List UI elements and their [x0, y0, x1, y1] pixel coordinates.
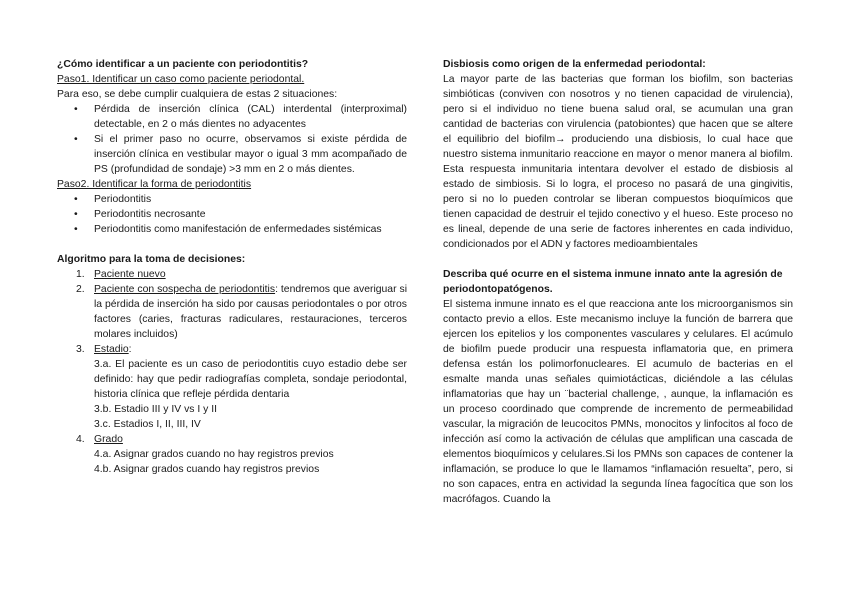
right-column [443, 57, 793, 507]
list-item: • Si el primer paso no ocurre, observamos si existe pérdida de inserción clínica en vestibular mayor o igual 3 mm acompañado de PS (profundidad de sondaje) >3 mm en 2 o más dientes. [94, 132, 407, 177]
item-number: 2. [76, 284, 85, 295]
disbiosis-paragraph: La mayor parte de las bacterias que forman los biofilm, son bacterias simbióticas (conviven con nosotros y no tienen capacidad de virulencia), pero si el individuo no tiene buena salud oral, se acumulan una gran cantidad de bacterias con virulencia (patobiontes) que hacen que se altere el equilibrio del biofilm→ produciendo una disbiosis, lo cual hace que nuestro sistema inmunitario reaccione en mayor o menor manera al biofilm. Esta respuesta inmunitaria intentara devolver el estado de disbiosis al estado de simbiosis. Si lo logra, el proceso no pasará de una gingivitis, pero si no lo pueden controlar se liberan compuestos bioquímicos que tienen capacidad de destruir el tejido conectivo y el hueso. Este proceso no es lineal, depende de una serie de factores inherentes en cada individuo, condicionados por el ADN y factores medioambientales [443, 74, 793, 250]
list-item: • Pérdida de inserción clínica (CAL) interdental (interproximal) detectable, en 2 o más dientes no adyacentes [94, 102, 407, 132]
item-number: 1. [76, 269, 85, 280]
sub-item: 3.c. Estadios I, II, III, IV [94, 419, 201, 430]
list-item: • Periodontitis [94, 192, 407, 207]
sub-item: 3.a. El paciente es un caso de periodontitis cuyo estadio debe ser definido: hay que pedir radiografías completa, sondaje periodontal, historia clínica que refleje pérdida dentaria [94, 359, 407, 400]
list-item [76, 282, 407, 342]
paso1-list [57, 102, 407, 177]
sub-item: 4.a. Asignar grados cuando no hay registros previos [94, 449, 334, 460]
list-item [76, 267, 407, 282]
item-label: Paciente nuevo [94, 269, 166, 280]
paso1-heading: Paso1. Identificar un caso como paciente periodontal. [57, 74, 305, 85]
algoritmo-list [57, 267, 407, 477]
item-label: Estadio [94, 344, 129, 355]
disbiosis-title: Disbiosis como origen de la enfermedad periodontal: [443, 59, 706, 70]
list-item: • Periodontitis como manifestación de enfermedades sistémicas [94, 222, 407, 237]
list-item: • Periodontitis necrosante [94, 207, 407, 222]
innato-title: Describa qué ocurre en el sistema inmune innato ante la agresión de periodontopatógenos. [443, 269, 783, 295]
item-text: : [128, 344, 132, 355]
paso1-intro: Para eso, se debe cumplir cualquiera de estas 2 situaciones: [57, 89, 338, 100]
left-column [57, 57, 407, 477]
list-item [76, 432, 407, 477]
item-label: Paciente con sospecha de periodontitis [94, 284, 276, 295]
innato-paragraph: El sistema inmune innato es el que reacciona ante los microorganismos sin contacto previo a ellos. Este mecanismo incluye la función de barrera que ejercen los epitelios y los componentes vasculares y celulares. El acúmulo de biofilm puede producir una respuesta inflamatoria que, en primera defensa están los polimorfonucleares. El acumulo de bacterias en el esmalte manda unas señales quimiotácticas, diciéndole a las células inflamatorias que hay un ¨bacterial challenge, , aunque, la inflamación es un proceso coordinado que comprende de incremento de permeabilidad vascular, la migración de leucocitos PMNs, monocitos y linfocitos al foco de infección así como la activación de células que amplifican una cascada de elementos bioquímicos y celulares.Si los PMNs son capaces de contener la inflamación, se produce lo que le llamamos “inflamación resuelta”, pero, si no son capaces, entra en actividad la segunda línea fagocítica que son los macrófagos. Cuando la [443, 299, 793, 505]
algoritmo-title: Algoritmo para la toma de decisiones: [57, 254, 246, 265]
sub-item: 4.b. Asignar grados cuando hay registros previos [94, 464, 320, 475]
item-label: Grado [94, 434, 123, 445]
item-text: : tendremos que averiguar si la pérdida de inserción ha sido por causas periodontales o por otros factores (caries, fracturas radiculares, restauraciones, terceros molares incluidos) [94, 284, 407, 340]
list-item [76, 342, 407, 432]
sub-item: 3.b. Estadio III y IV vs I y II [94, 404, 218, 415]
paso2-list [57, 192, 407, 237]
identify-title: ¿Cómo identificar a un paciente con periodontitis? [57, 59, 309, 70]
item-number: 3. [76, 344, 85, 355]
item-number: 4. [76, 434, 85, 445]
paso2-heading: Paso2. Identificar la forma de periodontitis [57, 179, 252, 190]
